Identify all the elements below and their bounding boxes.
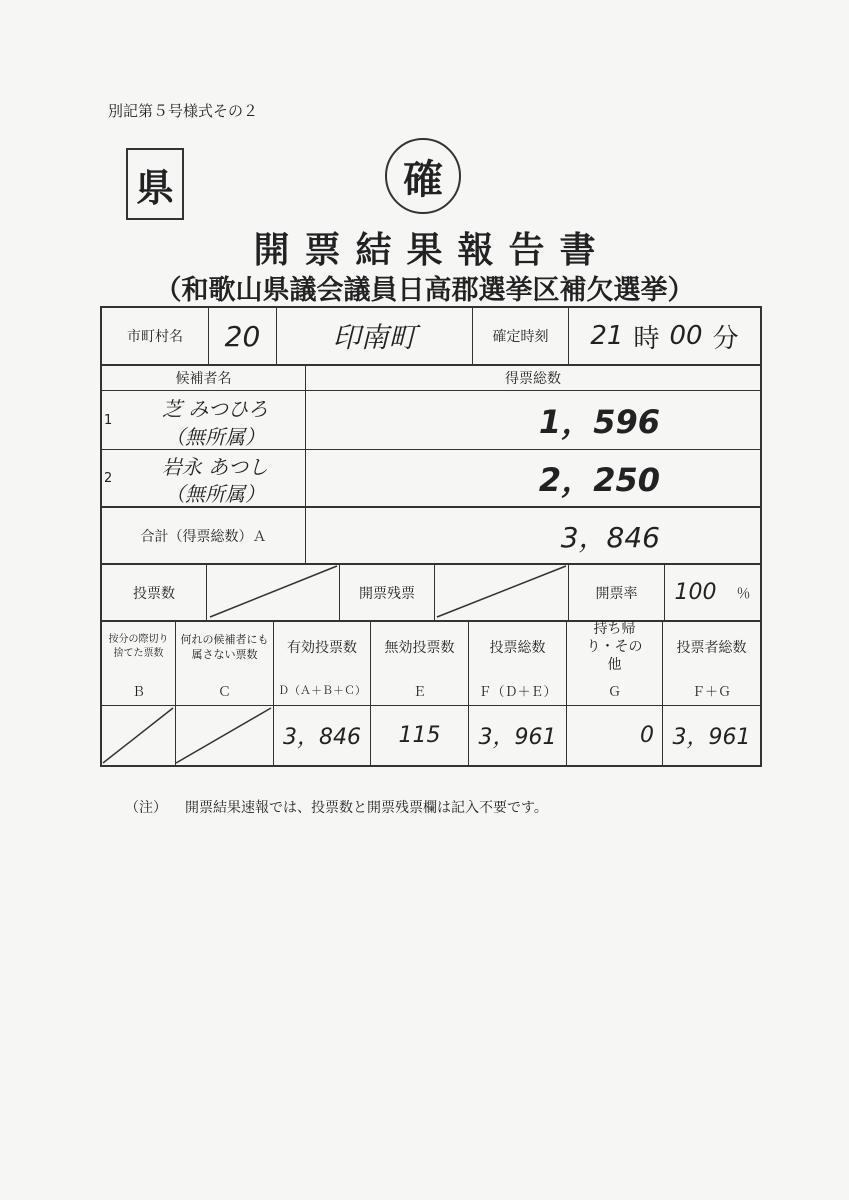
invalid-votes-value: 115 — [398, 723, 441, 748]
candidate-votes: 1，596 — [538, 403, 660, 441]
summary-header-f: 投票総数 — [489, 640, 546, 656]
votes-cast-label: 投票数 — [133, 585, 175, 602]
hour-unit: 時 — [633, 323, 660, 354]
confirm-time-label: 確定時刻 — [492, 329, 549, 345]
candidate-name: 岩永 あつし — [161, 454, 269, 479]
summary-header-d: 有効投票数 — [287, 640, 357, 656]
minute-unit: 分 — [712, 323, 739, 354]
summary-header-b: 按分の際切り捨てた票数 — [108, 634, 169, 659]
summary-code-f: Ｆ（Ｄ＋Ｅ） — [478, 684, 557, 700]
remaining-label: 開票残票 — [359, 585, 415, 602]
prefecture-mark: 県 — [126, 148, 184, 220]
footnote — [125, 797, 566, 817]
form-label: 別記第５号様式その２ — [108, 102, 259, 120]
summary-code-e: Ｅ — [412, 684, 426, 700]
count-rate — [665, 565, 760, 620]
summary-header-fg: 投票者総数 — [676, 640, 747, 656]
confirm-hour: 21 — [590, 321, 624, 351]
candidate-party: （無所属） — [165, 481, 265, 506]
summary-code-c: Ｃ — [217, 684, 231, 700]
confirm-minute: 00 — [669, 321, 703, 351]
summary-header-g: 持ち帰り・その他 — [586, 621, 643, 673]
summary-code-g: Ｇ — [607, 684, 621, 700]
confirm-time — [569, 308, 760, 364]
document-title: 開票結果報告書 — [253, 230, 611, 271]
footnote-mark: （注） — [125, 800, 167, 816]
summary-header-c: 何れの候補者にも属さない票数 — [180, 633, 269, 661]
candidate-party: （無所属） — [165, 424, 265, 449]
municipality-code: 20 — [224, 319, 261, 353]
carried-home-value: 0 — [640, 723, 654, 748]
summary-header-e: 無効投票数 — [384, 640, 455, 656]
count-rate-value: 100 — [674, 580, 717, 605]
summary-code-fg: Ｆ＋Ｇ — [691, 684, 731, 700]
summary-code-b: Ｂ — [131, 684, 145, 700]
candidate-number: 1 — [104, 412, 113, 428]
candidate-name-header: 候補者名 — [175, 371, 232, 387]
percent-unit: ％ — [736, 585, 751, 602]
valid-votes-value: 3，846 — [283, 725, 361, 750]
total-votes-value: 3，961 — [478, 725, 557, 750]
confirmed-stamp: 確 — [385, 138, 461, 214]
document-subtitle: （和歌山県議会議員日高郡選挙区補欠選挙） — [154, 275, 695, 306]
municipality-label: 市町村名 — [127, 329, 183, 345]
municipality-name: 印南町 — [332, 321, 417, 354]
total-voters-value: 3，961 — [672, 725, 751, 750]
candidate-votes: 2，250 — [538, 461, 660, 499]
count-rate-label: 開票率 — [595, 585, 638, 602]
total-value: 3，846 — [560, 520, 660, 554]
summary-code-d: Ｄ（Ａ＋Ｂ＋Ｃ） — [278, 684, 366, 697]
candidate-number: 2 — [104, 470, 113, 486]
total-label: 合計（得票総数）Ａ — [140, 528, 267, 545]
footnote-text: 開票結果速報では、投票数と開票残票欄は記入不要です。 — [185, 800, 548, 816]
candidate-name: 芝 みつひろ — [162, 396, 268, 421]
votes-header: 得票総数 — [505, 371, 561, 387]
